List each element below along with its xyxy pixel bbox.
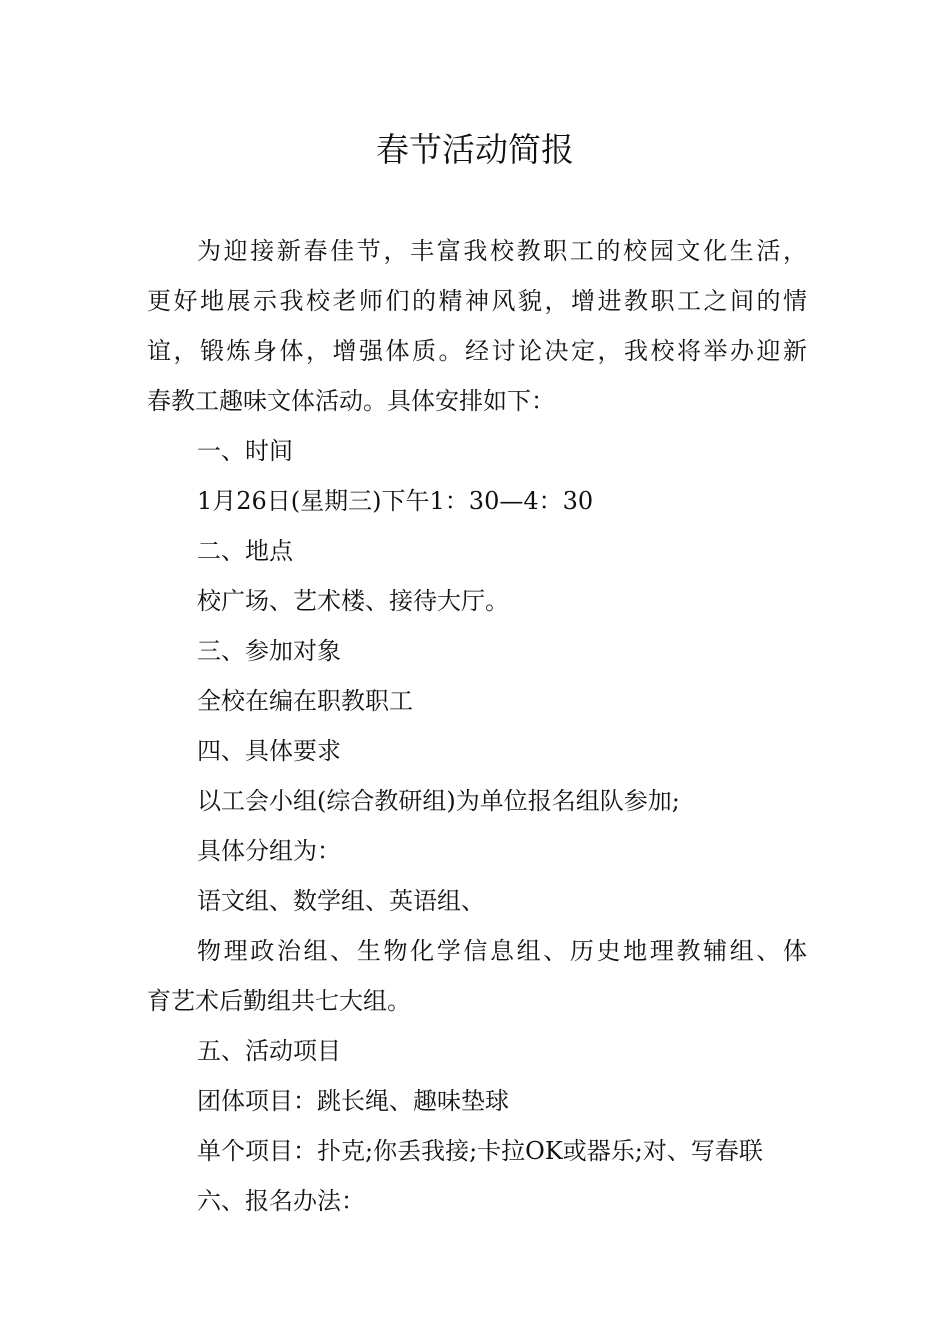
- team-activities: 团体项目：跳长绳、趣味垫球: [197, 1087, 509, 1115]
- document-title: 春节活动简报: [376, 130, 574, 169]
- individual-activities: 单个项目：扑克;你丢我接;卡拉OK或器乐;对、写春联: [197, 1137, 763, 1165]
- section-heading-location: 二、地点: [197, 537, 293, 565]
- grouping-list: 物理政治组、生物化学信息组、历史地理教辅组、体: [197, 937, 807, 965]
- grouping-intro: 具体分组为：: [197, 837, 341, 865]
- paragraph-line: 春教工趣味文体活动。具体安排如下：: [147, 387, 555, 415]
- participants-detail: 全校在编在职教职工: [197, 687, 413, 715]
- grouping-list: 语文组、数学组、英语组、: [197, 887, 485, 915]
- location-detail: 校广场、艺术楼、接待大厅。: [197, 587, 509, 615]
- section-heading-requirements: 四、具体要求: [197, 737, 341, 765]
- time-detail: 1月26日(星期三)下午1：30—4：30: [197, 487, 594, 515]
- section-heading-participants: 三、参加对象: [197, 637, 341, 665]
- requirements-detail: 以工会小组(综合教研组)为单位报名组队参加;: [197, 787, 680, 815]
- paragraph-line: 更好地展示我校老师们的精神风貌，增进教职工之间的情: [147, 287, 807, 315]
- section-heading-time: 一、时间: [197, 437, 293, 465]
- section-heading-activities: 五、活动项目: [197, 1037, 341, 1065]
- grouping-list: 育艺术后勤组共七大组。: [147, 987, 411, 1015]
- paragraph-line: 为迎接新春佳节，丰富我校教职工的校园文化生活，: [197, 237, 807, 265]
- section-heading-registration: 六、报名办法：: [197, 1187, 365, 1215]
- paragraph-line: 谊，锻炼身体，增强体质。经讨论决定，我校将举办迎新: [147, 337, 807, 365]
- document-body: [147, 226, 807, 1226]
